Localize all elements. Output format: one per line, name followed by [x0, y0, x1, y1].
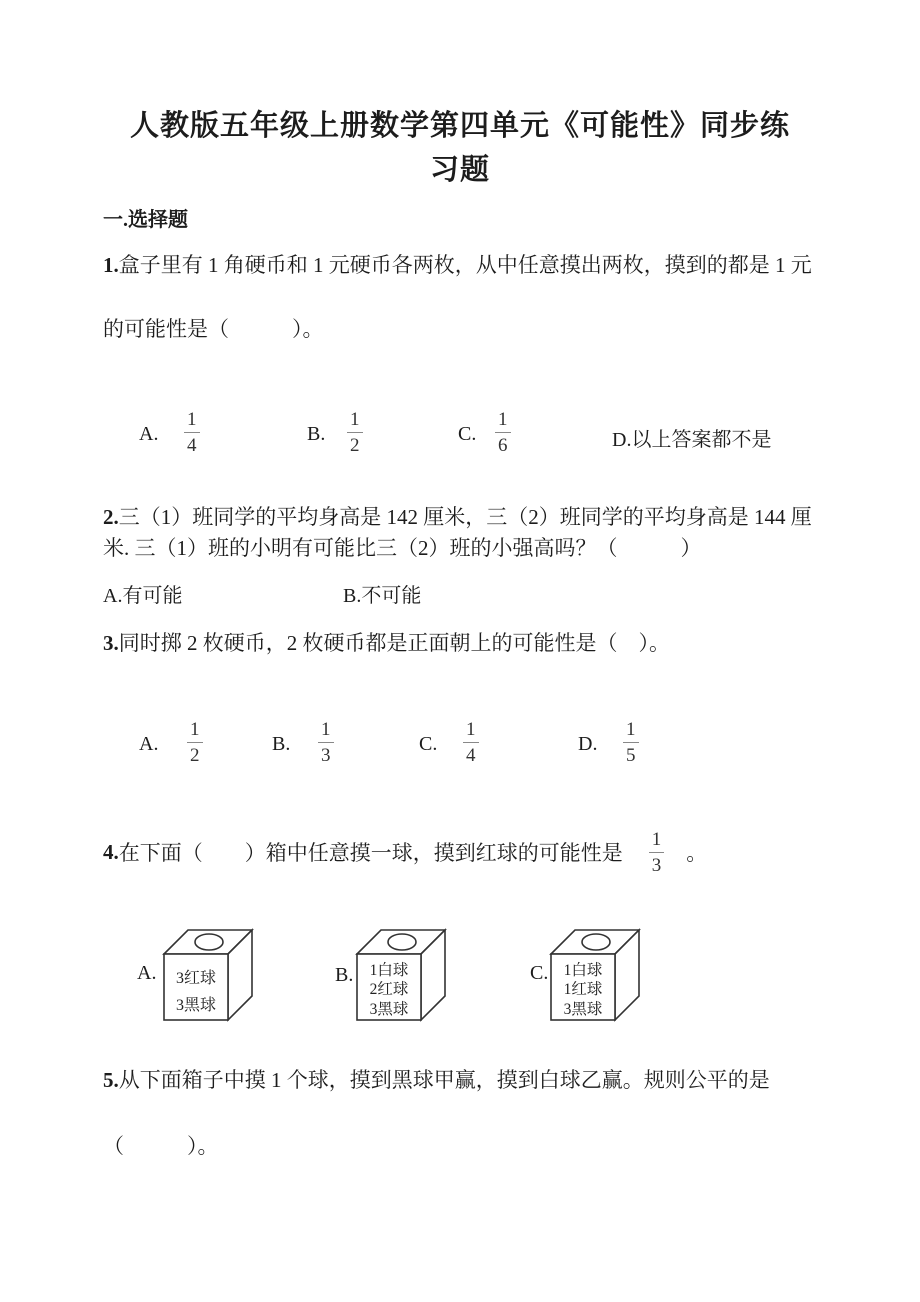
- question-4-line: [103, 827, 707, 877]
- question-5-number: 5.: [103, 1068, 119, 1092]
- page-title-line-2: 习题: [429, 154, 490, 186]
- question-3-number: 3.: [103, 631, 119, 655]
- fraction-denominator: 2: [190, 745, 200, 766]
- fraction-numerator: 1: [347, 410, 363, 433]
- box-c-label: C.: [530, 962, 549, 984]
- q1-option-c-label: C.: [458, 423, 477, 445]
- q1-option-b-label: B.: [307, 423, 326, 445]
- q3-option-c-fraction: [463, 720, 479, 765]
- q1-option-d-text: 以上答案都不是: [631, 429, 772, 451]
- question-5-line-1: [103, 1064, 770, 1094]
- box-b-line-3: 3黑球: [369, 1001, 409, 1018]
- fraction-numerator: 1: [623, 720, 639, 743]
- q3-option-d-fraction: [623, 720, 639, 765]
- box-b-line-2: 2红球: [369, 981, 409, 998]
- ball-box-c-icon: [545, 920, 645, 1024]
- q2-option-b: [343, 579, 421, 608]
- fraction-numerator: 1: [495, 410, 511, 433]
- fraction-denominator: 4: [187, 435, 197, 456]
- question-4-text: 在下面（ ）箱中任意摸一球，摸到红球的可能性是: [118, 841, 623, 865]
- q1-option-a-fraction: [184, 410, 200, 455]
- q3-option-c-label: C.: [419, 733, 438, 755]
- question-1-options: [0, 410, 920, 466]
- box-hole-icon: [195, 934, 223, 950]
- question-4-fraction: [649, 830, 665, 875]
- question-5-text: 从下面箱子中摸 1 个球，摸到黑球甲赢，摸到白球乙赢。规则公平的是: [118, 1068, 770, 1092]
- q2-option-b-text: 不可能: [361, 585, 422, 607]
- q3-option-d-label: D.: [578, 733, 598, 755]
- fraction-denominator: 5: [626, 745, 636, 766]
- question-1-number: 1.: [103, 253, 119, 277]
- ball-box-a-icon: [158, 920, 258, 1024]
- q2-option-a: [103, 579, 182, 608]
- question-3-line: [103, 627, 670, 657]
- question-2-line-2: 米. 三（1）班的小明有可能比三（2）班的小强高吗？（ ）: [103, 536, 702, 560]
- box-a-label: A.: [137, 962, 157, 984]
- q3-option-a-label: A.: [139, 733, 159, 755]
- question-2-options: [0, 579, 920, 613]
- fraction-denominator: 4: [466, 745, 476, 766]
- question-4-number: 4.: [103, 839, 119, 864]
- q2-option-a-label: A.: [103, 585, 123, 607]
- fraction-denominator: 2: [350, 435, 360, 456]
- question-5-line-2: （ ）。: [103, 1134, 219, 1158]
- fraction-numerator: 1: [184, 410, 200, 433]
- box-a-line-1: 3红球: [175, 970, 217, 987]
- fraction-denominator: 3: [321, 745, 331, 766]
- box-c-line-1: 1白球: [563, 962, 603, 979]
- q1-option-a-label: A.: [139, 423, 159, 445]
- question-1-line-2: 的可能性是（ ）。: [103, 317, 324, 341]
- q1-option-d-label: D.: [612, 429, 632, 451]
- q1-option-b-fraction: [347, 410, 363, 455]
- box-a-line-2: 3黑球: [175, 997, 217, 1014]
- question-2-text: 三（1）班同学的平均身高是 142 厘米，三（2）班同学的平均身高是 144 厘: [118, 505, 812, 529]
- question-2-number: 2.: [103, 505, 119, 529]
- q1-option-c-fraction: [495, 410, 511, 455]
- q3-option-b-label: B.: [272, 733, 291, 755]
- box-c-line-3: 3黑球: [563, 1001, 603, 1018]
- question-1-text: 盒子里有 1 角硬币和 1 元硬币各两枚，从中任意摸出两枚，摸到的都是 1 元: [118, 253, 812, 277]
- fraction-numerator: 1: [318, 720, 334, 743]
- q3-option-a-fraction: [187, 720, 203, 765]
- box-b-label: B.: [335, 964, 354, 986]
- fraction-numerator: 1: [187, 720, 203, 743]
- question-3-text: 同时掷 2 枚硬币，2 枚硬币都是正面朝上的可能性是（ ）。: [118, 631, 670, 655]
- question-4-boxes: [0, 918, 920, 1030]
- question-2-line-1: [103, 501, 812, 531]
- q2-option-a-text: 有可能: [122, 585, 183, 607]
- box-hole-icon: [582, 934, 610, 950]
- section-heading: 一.选择题: [103, 209, 188, 231]
- question-4-period: 。: [686, 841, 708, 865]
- q3-option-b-fraction: [318, 720, 334, 765]
- page-title: [0, 104, 920, 192]
- fraction-numerator: 1: [463, 720, 479, 743]
- question-3-options: [0, 720, 920, 776]
- page-title-line-1: 人教版五年级上册数学第四单元《可能性》同步练: [129, 110, 790, 142]
- fraction-denominator: 6: [498, 435, 508, 456]
- q1-option-d: [612, 423, 771, 452]
- box-b-line-1: 1白球: [369, 962, 409, 979]
- question-1-line-1: [103, 249, 812, 279]
- box-c-line-2: 1红球: [563, 981, 603, 998]
- fraction-denominator: 3: [651, 854, 662, 876]
- q2-option-b-label: B.: [343, 585, 362, 607]
- ball-box-b-icon: [351, 920, 451, 1024]
- fraction-numerator: 1: [649, 830, 665, 853]
- box-hole-icon: [388, 934, 416, 950]
